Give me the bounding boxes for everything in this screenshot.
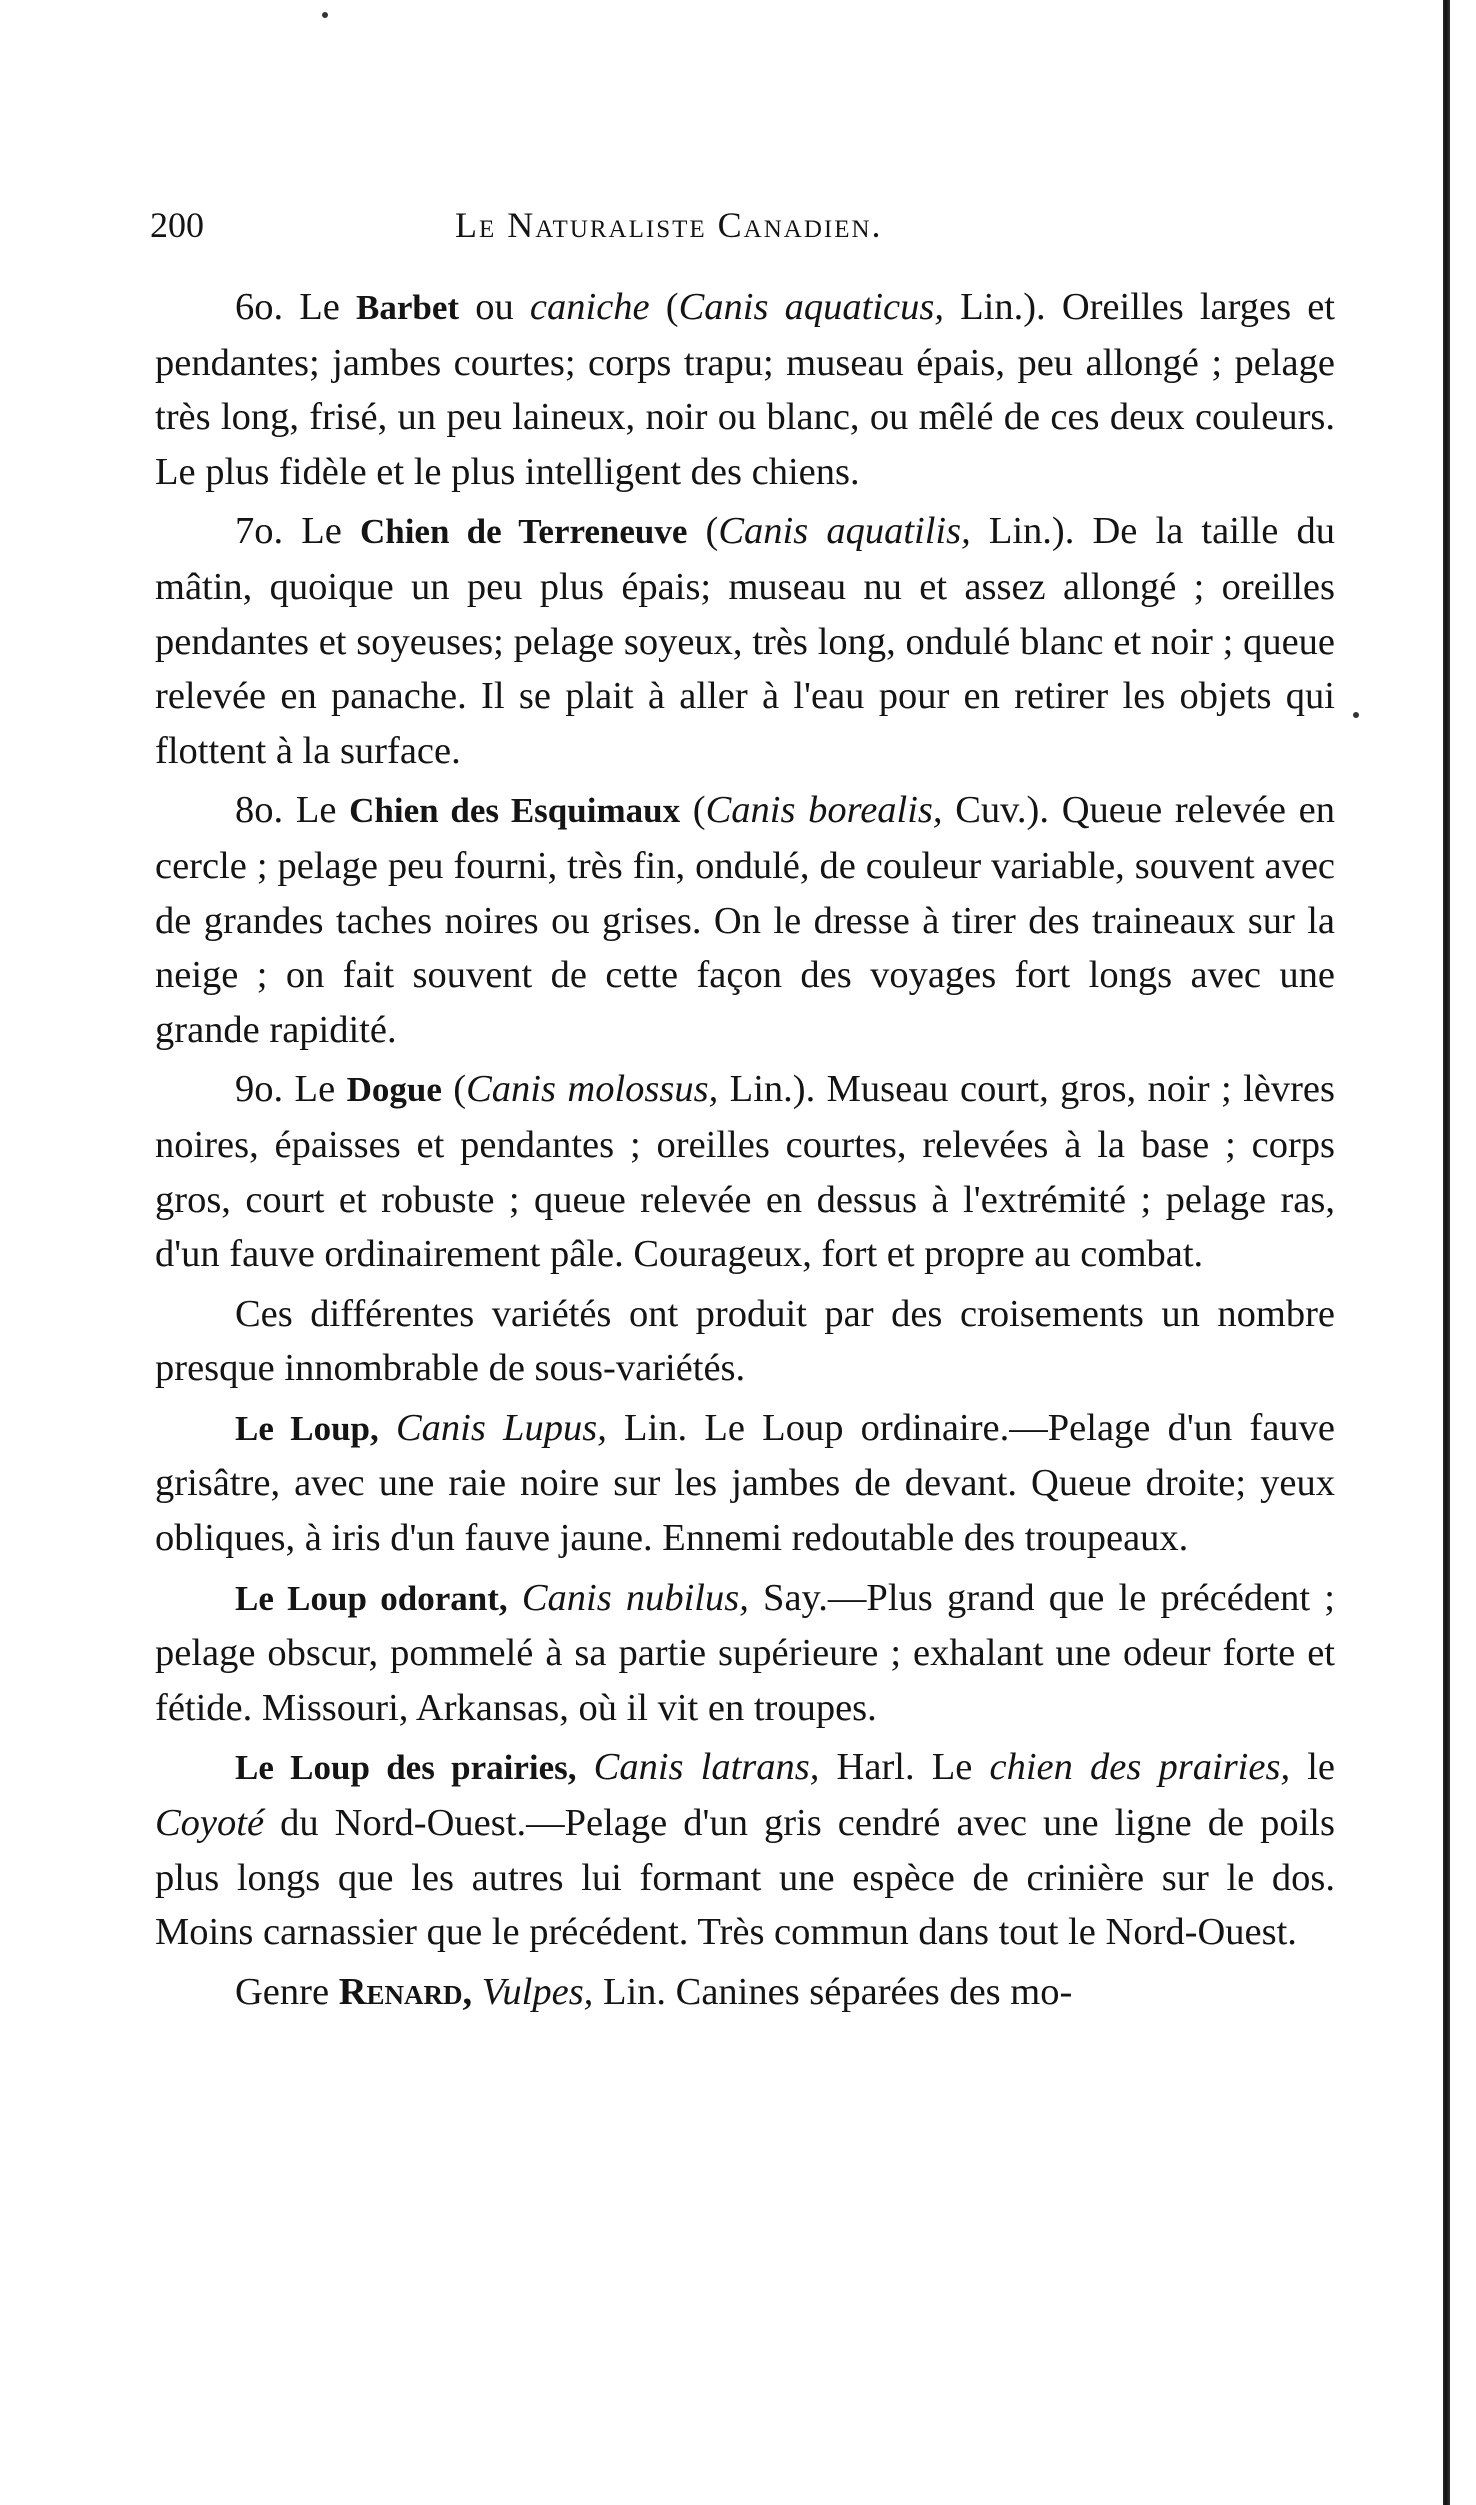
paren-open: (	[441, 1068, 467, 1111]
paragraph-dogue	[155, 1062, 1335, 1281]
description-text: Museau court, gros, noir ; lèvres noires, épaisses et pendantes ; oreilles courtes, relevées à la base ; corps gros, court et robuste ; queue relevée en dessus à l'extrémité ; pelage ras, d'un fauve ordinairement pâle. Courageux, fort et propre au combat.	[155, 1068, 1335, 1276]
paragraph-esquimaux	[155, 783, 1335, 1057]
latin-name: Canis nubilus,	[521, 1576, 749, 1619]
paren-open: (	[680, 789, 706, 832]
breed-name: Barbet	[356, 288, 460, 327]
author-abbrev: Lin.).	[970, 510, 1093, 553]
page-number: 200	[150, 205, 204, 245]
page-binding-edge	[1443, 0, 1450, 2505]
breed-name: Dogue	[346, 1070, 442, 1110]
paragraph-barbet	[155, 280, 1335, 499]
alt-name: caniche	[529, 286, 650, 328]
breed-name: Chien de Terreneuve	[359, 512, 688, 552]
item-number: 6o. Le	[235, 286, 357, 328]
genus-name: Renard,	[338, 1970, 473, 2013]
description-text: Lin. Canines séparées des mo-	[593, 1970, 1073, 2013]
common-name: Coyoté	[155, 1802, 265, 1845]
latin-name: Canis molossus,	[466, 1068, 719, 1111]
paragraph-loup-odorant	[155, 1571, 1335, 1736]
paragraph-loup	[155, 1401, 1335, 1566]
latin-name: Canis aquatilis,	[718, 510, 971, 553]
latin-name: Vulpes,	[481, 1970, 594, 2013]
species-name: Le Loup,	[235, 1408, 379, 1448]
paragraph-loup-prairies	[155, 1740, 1335, 1959]
latin-name: Canis latrans,	[593, 1746, 820, 1789]
species-name: Le Loup des prairies,	[235, 1748, 577, 1788]
paragraph-summary: Ces différentes variétés ont produit par des croisements un nombre presque innombrable de sous-variétés.	[155, 1292, 1335, 1390]
page-header	[150, 200, 1340, 250]
item-number: 7o. Le	[235, 510, 360, 553]
author-abbrev: Lin.).	[718, 1068, 827, 1111]
description-text: Say.—Plus grand que le précédent ; pelage obscur, pommelé à sa partie supérieure ; exhalant une odeur forte et fétide. Missouri, Arkansas, où il vit en troupes.	[155, 1576, 1336, 1729]
description-text: Lin. Le Loup ordinaire.—Pelage d'un fauve grisâtre, avec une raie noire sur les jambes de devant. Queue droite; yeux obliques, à iris d'un fauve jaune. Ennemi redoutable des troupeaux.	[155, 1406, 1335, 1560]
description-text: Queue relevée en cercle ; pelage peu fourni, très fin, ondulé, de couleur variable, souvent avec de grandes taches noires ou grises. On le dresse à tirer des traineaux sur la neige ; on fait souvent de cette façon des voyages fort longs avec une grande rapidité.	[155, 789, 1336, 1051]
genus-label: Genre	[235, 1970, 339, 2013]
connector-text: ou	[459, 286, 530, 328]
species-name: Le Loup odorant,	[235, 1578, 508, 1618]
description-text: De la taille du mâtin, quoique un peu plus épais; museau nu et assez allongé ; oreilles pendantes et soyeuses; pelage soyeux, très long, ondulé blanc et noir ; queue relevée en panache. Il se plait à aller à l'eau pour en retirer les objets qui flottent à la surface.	[155, 510, 1335, 772]
paren-open: (	[687, 510, 719, 553]
description-text: le	[1290, 1746, 1336, 1789]
breed-name: Chien des Esquimaux	[349, 791, 681, 831]
item-number: 9o. Le	[235, 1068, 347, 1111]
description-text: Harl. Le	[819, 1746, 990, 1789]
latin-name: Canis Lupus,	[395, 1406, 607, 1449]
author-abbrev: Cuv.).	[942, 789, 1062, 832]
latin-name: Canis borealis,	[705, 789, 943, 832]
latin-name: Canis aquaticus,	[678, 286, 944, 328]
paragraph-terreneuve	[155, 504, 1335, 778]
author-abbrev: Lin.).	[943, 286, 1062, 328]
ink-speck	[1353, 712, 1359, 718]
paren-open: (	[649, 286, 679, 328]
page-body	[155, 280, 1335, 2024]
description-text: du Nord-Ouest.—Pelage d'un gris cendré avec une ligne de poils plus longs que les autres lui formant une espèce de crinière sur le dos. Moins carnassier que le précédent. Très commun dans tout le Nord-Ouest.	[155, 1802, 1335, 1954]
item-number: 8o. Le	[235, 789, 350, 832]
running-title: Le Naturaliste Canadien.	[455, 205, 883, 245]
description-text: Oreilles larges et pendantes; jambes courtes; corps trapu; museau épais, peu allongé ; pelage très long, frisé, un peu laineux, noir ou blanc, ou mêlé de ces deux couleurs. Le plus fidèle et le plus intelligent des chiens.	[155, 286, 1336, 493]
ink-speck	[322, 12, 328, 18]
common-name: chien des prairies,	[989, 1746, 1291, 1789]
paragraph-genre-renard	[155, 1965, 1335, 2020]
